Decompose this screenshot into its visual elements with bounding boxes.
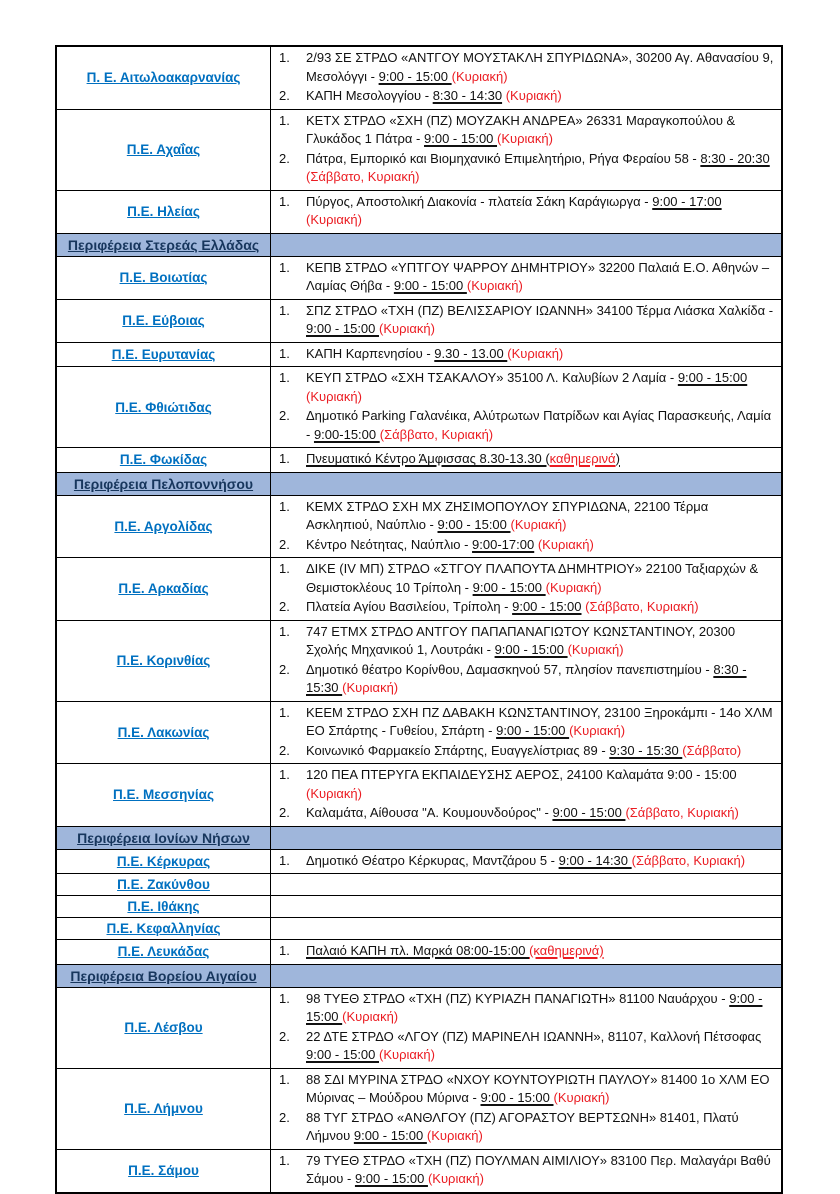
list-item xyxy=(279,49,775,86)
list-item xyxy=(279,942,775,961)
region-header-row xyxy=(57,964,781,987)
text-segment: (Κυριακή) xyxy=(379,321,435,336)
list-item xyxy=(279,560,775,597)
region-cell xyxy=(57,343,271,367)
region-cell xyxy=(57,1069,271,1149)
table-row xyxy=(57,190,781,233)
text-segment: 9:00 - 15:00 xyxy=(393,278,467,293)
locations-cell xyxy=(271,343,781,367)
region-header-label: Περιφέρεια Πελοποννήσου xyxy=(73,475,254,492)
item-text xyxy=(306,1152,775,1189)
locations-cell xyxy=(271,702,781,764)
region-header-row xyxy=(57,472,781,495)
list-item xyxy=(279,259,775,296)
item-text xyxy=(306,407,775,444)
region-header-label: Περιφέρεια Ιονίων Νήσων xyxy=(77,829,250,846)
list-item xyxy=(279,345,775,364)
item-number: 1. xyxy=(279,943,290,958)
table-row xyxy=(57,1149,781,1192)
text-segment: Καλαμάτα, Αίθουσα "Α. Κουμουνδούρος" - xyxy=(306,805,553,820)
list-item xyxy=(279,112,775,149)
item-text xyxy=(306,990,775,1027)
locations-cell xyxy=(271,234,781,256)
text-segment: 9:00 - 15:00 xyxy=(424,131,498,146)
locations-cell xyxy=(271,367,781,447)
text-segment: (Σάββατο, Κυριακή) xyxy=(585,599,699,614)
text-segment: (Κυριακή) xyxy=(569,723,626,738)
list-item xyxy=(279,1071,775,1108)
item-number: 2. xyxy=(279,1109,290,1125)
locations-cell xyxy=(271,918,781,939)
region-link[interactable]: Π.Ε. Κορινθίας xyxy=(116,653,211,668)
region-cell xyxy=(57,496,271,558)
table-row xyxy=(57,256,781,299)
item-number: 1. xyxy=(279,767,290,782)
text-segment: Κέντρο Νεότητας, Ναύπλιο - xyxy=(306,536,473,552)
region-link[interactable]: Π.Ε. Λευκάδας xyxy=(117,944,210,960)
text-segment: 9:00 - 15:00 xyxy=(306,1047,379,1062)
text-segment: 9:00 - 15:00 xyxy=(494,642,568,657)
region-cell xyxy=(57,47,271,109)
region-cell xyxy=(57,257,271,299)
text-segment: (Κυριακή) xyxy=(505,88,562,103)
item-number: 1. xyxy=(279,345,290,361)
region-cell xyxy=(57,702,271,764)
item-text xyxy=(306,742,775,761)
text-segment: ΔΙΚΕ (IV ΜΠ) ΣΤΡΔΟ «ΣΤΓΟΥ ΠΛΑΠΟΥΤΑ ΔΗΜΗΤΡΙΟΥ» 22100 Ταξιαρχών & Θεμιστοκλέους 10 Τρίπολη - xyxy=(306,561,759,595)
table-row xyxy=(57,620,781,701)
item-number: 1. xyxy=(279,112,290,128)
region-link[interactable]: Π.Ε. Σάμου xyxy=(128,1163,199,1178)
item-number: 1. xyxy=(279,852,290,868)
table-row xyxy=(57,366,781,447)
item-text xyxy=(306,49,775,86)
text-segment: 9:00 - 15:00 xyxy=(472,579,546,595)
text-segment: (Κυριακή) xyxy=(306,785,362,801)
item-text xyxy=(306,852,775,871)
item-text xyxy=(306,302,775,339)
region-link[interactable]: Π.Ε. Κέρκυρας xyxy=(116,853,211,869)
region-link[interactable]: Π. Ε. Αιτωλοακαρνανίας xyxy=(86,70,241,86)
text-segment: 9:00 - 15:00 xyxy=(354,1171,428,1186)
text-segment: Πλατεία Αγίου Βασιλείου, Τρίπολη - xyxy=(306,599,513,614)
region-header-row xyxy=(57,826,781,849)
item-text xyxy=(306,112,775,149)
text-segment: ΚΕΤΧ ΣΤΡΔΟ «ΣΧΗ (ΠΖ) ΜΟΥΖΑΚΗ ΑΝΔΡΕΑ» 26331 Μαραγκοπούλου & Γλυκάδος 1 Πάτρα - xyxy=(306,112,736,146)
region-link[interactable]: Π.Ε. Ευρυτανίας xyxy=(111,346,216,362)
region-link[interactable]: Π.Ε. Κεφαλληνίας xyxy=(106,921,221,936)
text-segment: 88 ΤΥΓ ΣΤΡΔΟ «ΑΝΘΛΓΟΥ (ΠΖ) ΑΓΟΡΑΣΤΟΥ ΒΕΡΤΣΩΝΗ» 81401, Πλατύ Λήμνου xyxy=(306,1109,739,1143)
text-segment: 9:00 - 15:00 xyxy=(306,990,763,1024)
region-cell xyxy=(57,940,271,964)
text-segment: (Σάββατο, Κυριακή) xyxy=(379,426,494,442)
text-segment: 9:00 - 15:00 xyxy=(353,1128,427,1143)
text-segment: (Κυριακή) xyxy=(545,579,602,595)
text-segment: (Κυριακή) xyxy=(507,345,564,361)
table-row xyxy=(57,701,781,764)
locations-cell xyxy=(271,47,781,109)
item-text xyxy=(306,560,775,597)
region-cell xyxy=(57,1150,271,1192)
text-segment: Δημοτικό θέατρο Κορίνθου, Δαμασκηνού 57, πλησίον πανεπιστημίου - xyxy=(306,661,714,677)
text-segment: (Κυριακή) xyxy=(342,1009,399,1024)
text-segment: 8:30 - 14:30 xyxy=(432,88,503,103)
text-segment: Κοινωνικό Φαρμακείο Σπάρτης, Ευαγγελίστριας 89 - xyxy=(306,742,610,758)
list-item xyxy=(279,450,775,469)
item-number: 2. xyxy=(279,1028,290,1044)
region-header-cell xyxy=(57,234,271,256)
text-segment: 79 ΤΥΕΘ ΣΤΡΔΟ «ΤΧΗ (ΠΖ) ΠΟΥΛΜΑΝ ΑΙΜΙΛΙΟΥ» 83100 Περ. Μαλαγάρι Βαθύ Σάμου - xyxy=(306,1152,771,1186)
locations-cell xyxy=(271,191,781,233)
table-row xyxy=(57,447,781,472)
locations-cell xyxy=(271,1069,781,1149)
region-link[interactable]: Π.Ε. Φωκίδας xyxy=(119,452,208,468)
item-number: 1. xyxy=(279,498,290,514)
table-row xyxy=(57,917,781,939)
text-segment: 9:00 - 15:00 xyxy=(378,68,452,84)
text-segment: 9:00 - 17:00 xyxy=(652,193,722,209)
list-item xyxy=(279,193,775,230)
list-item xyxy=(279,1109,775,1146)
text-segment: 9:00 - 15:00 xyxy=(437,517,511,532)
region-link[interactable]: Π.Ε. Ζακύνθου xyxy=(117,877,210,892)
table-row xyxy=(57,939,781,964)
item-number: 1. xyxy=(279,50,290,65)
text-segment: Δημοτικό Parking Γαλανέικα, Αλύτρωτων Πατρίδων και Αγίας Παρασκευής, Λαμία - xyxy=(306,408,772,442)
text-segment: 2/93 ΣΕ ΣΤΡΔΟ «ΑΝΤΓΟΥ ΜΟΥΣΤΑΚΛΗ ΣΠΥΡΙΔΩΝΑ», 30200 Αγ. Αθανασίου 9, Μεσολόγγι - xyxy=(306,50,774,84)
locations-cell xyxy=(271,940,781,964)
text-segment: (Κυριακή) xyxy=(426,1128,483,1143)
text-segment: ) xyxy=(615,451,620,466)
item-text xyxy=(306,1028,775,1065)
locations-cell xyxy=(271,257,781,299)
item-text xyxy=(306,345,775,364)
text-segment: 9:00 - 15:00 xyxy=(306,321,379,336)
item-text xyxy=(306,942,775,961)
locations-cell xyxy=(271,988,781,1068)
locations-cell xyxy=(271,1150,781,1192)
region-cell xyxy=(57,558,271,620)
region-header-cell xyxy=(57,827,271,849)
text-segment: 9:00 - 15:00 xyxy=(496,723,570,738)
region-cell xyxy=(57,874,271,895)
item-text xyxy=(306,369,775,406)
text-segment: (Κυριακή) xyxy=(497,131,553,146)
list-item xyxy=(279,623,775,660)
text-segment: Παλαιό ΚΑΠΗ πλ. Μαρκά 08:00-15:00 xyxy=(306,943,530,958)
text-segment: ΚΕΥΠ ΣΤΡΔΟ «ΣΧΗ ΤΣΑΚΑΛΟΥ» 35100 Λ. Καλυβίων 2 Λαμία - xyxy=(306,370,678,385)
region-header-row xyxy=(57,233,781,256)
text-segment: ΚΕΕΜ ΣΤΡΔΟ ΣΧΗ ΠΖ ΔΑΒΑΚΗ ΚΩΝΣΤΑΝΤΙΝΟΥ, 23100 Ξηροκάμπι - 14ο ΧΛΜ ΕΟ Σπάρτης - Γυθείου, Σπάρτη - xyxy=(306,704,773,738)
text-segment: (Κυριακή) xyxy=(466,278,523,293)
region-cell xyxy=(57,300,271,342)
text-segment: 9:00 - 15:00 xyxy=(512,599,582,614)
item-number: 1. xyxy=(279,623,290,639)
table-row xyxy=(57,342,781,367)
region-link[interactable]: Π.Ε. Αχαΐας xyxy=(126,142,201,157)
region-cell xyxy=(57,896,271,917)
locations-cell xyxy=(271,473,781,495)
list-item xyxy=(279,766,775,803)
region-link[interactable]: Π.Ε. Βοιωτίας xyxy=(119,270,208,285)
region-cell xyxy=(57,367,271,447)
region-cell xyxy=(57,191,271,233)
table-row xyxy=(57,109,781,190)
text-segment: 120 ΠΕΑ ΠΤΕΡΥΓΑ ΕΚΠΑΙΔΕΥΣΗΣ ΑΕΡΟΣ, 24100 Καλαμάτα 9:00 - 15:00 xyxy=(306,767,737,782)
region-header-label: Περιφέρεια Στερεάς Ελλάδας xyxy=(67,236,260,253)
region-link[interactable]: Π.Ε. Μεσσηνίας xyxy=(113,787,214,803)
text-segment: καθημερινά xyxy=(549,451,616,466)
region-link[interactable]: Π.Ε. Λακωνίας xyxy=(117,724,210,740)
text-segment: Πάτρα, Εμπορικό και Βιομηχανικό Επιμελητήριο, Ρήγα Φεραίου 58 - xyxy=(306,150,701,166)
item-number: 1. xyxy=(279,704,290,720)
item-text xyxy=(306,193,775,230)
text-segment: (Σάββατο, Κυριακή) xyxy=(306,169,420,184)
item-number: 1. xyxy=(279,259,290,275)
item-text xyxy=(306,87,775,106)
list-item xyxy=(279,704,775,741)
list-item xyxy=(279,407,775,444)
text-segment: (Κυριακή) xyxy=(567,642,624,657)
region-header-label: Περιφέρεια Βορείου Αιγαίου xyxy=(70,967,257,984)
item-text xyxy=(306,450,775,469)
text-segment: 9:30 - 15:30 xyxy=(609,742,683,758)
region-header-cell xyxy=(57,473,271,495)
locations-cell xyxy=(271,874,781,895)
locations-cell xyxy=(271,558,781,620)
region-link[interactable]: Π.Ε. Εύβοιας xyxy=(122,313,205,328)
text-segment: 8:30 - 15:30 xyxy=(306,661,747,695)
region-cell xyxy=(57,850,271,874)
item-number: 2. xyxy=(279,88,290,103)
text-segment: 22 ΔΤΕ ΣΤΡΔΟ «ΛΓΟΥ (ΠΖ) ΜΑΡΙΝΕΛΗ ΙΩΑΝΝΗ», 81107, Καλλονή Πέτσοφας xyxy=(306,1028,762,1044)
text-segment: 98 ΤΥΕΘ ΣΤΡΔΟ «ΤΧΗ (ΠΖ) ΚΥΡΙΑΖΗ ΠΑΝΑΓΙΩΤΗ» 81100 Ναυάρχου - xyxy=(306,990,730,1006)
locations-cell xyxy=(271,496,781,558)
item-text xyxy=(306,1071,775,1108)
locations-cell xyxy=(271,300,781,342)
locations-cell xyxy=(271,965,781,987)
item-number: 1. xyxy=(279,990,290,1006)
region-link[interactable]: Π.Ε. Αργολίδας xyxy=(114,518,213,534)
item-number: 1. xyxy=(279,451,290,466)
text-segment: Πνευματικό Κέντρο Άμφισσας 8.30-13.30 ( xyxy=(306,451,550,466)
locations-cell xyxy=(271,448,781,472)
text-segment: (Κυριακή) xyxy=(379,1047,435,1062)
table-row xyxy=(57,873,781,895)
item-number: 2. xyxy=(279,742,290,758)
locations-cell xyxy=(271,764,781,826)
locations-cell xyxy=(271,896,781,917)
item-text xyxy=(306,259,775,296)
region-cell xyxy=(57,764,271,826)
list-item xyxy=(279,990,775,1027)
list-item xyxy=(279,369,775,406)
region-cell xyxy=(57,621,271,701)
item-number: 2. xyxy=(279,599,290,614)
text-segment: ΚΕΜΧ ΣΤΡΔΟ ΣΧΗ ΜΧ ΖΗΣΙΜΟΠΟΥΛΟΥ ΣΠΥΡΙΔΩΝΑ, 22100 Τέρμα Ασκληπιού, Ναύπλιο - xyxy=(306,498,709,532)
text-segment: ΣΠΖ ΣΤΡΔΟ «ΤΧΗ (ΠΖ) ΒΕΛΙΣΣΑΡΙΟΥ ΙΩΑΝΝΗ» 34100 Τέρμα Λιάσκα Χαλκίδα - xyxy=(306,302,774,318)
text-segment: 8:30 - 20:30 xyxy=(700,150,770,166)
list-item xyxy=(279,87,775,106)
list-item xyxy=(279,1152,775,1189)
region-link[interactable]: Π.Ε. Ιθάκης xyxy=(127,899,200,914)
region-link[interactable]: Π.Ε. Ηλείας xyxy=(127,204,200,219)
text-segment: (Κυριακή) xyxy=(451,68,508,84)
list-item xyxy=(279,661,775,698)
list-item xyxy=(279,536,775,555)
region-link[interactable]: Π.Ε. Λήμνου xyxy=(124,1101,203,1116)
item-text xyxy=(306,498,775,535)
text-segment: (Κυριακή) xyxy=(306,212,362,227)
table-row xyxy=(57,763,781,826)
list-item xyxy=(279,498,775,535)
item-text xyxy=(306,150,775,187)
text-segment: 9:00 - 14:30 xyxy=(558,852,632,868)
text-segment: 747 ΕΤΜΧ ΣΤΡΔΟ ΑΝΤΓΟΥ ΠΑΠΑΠΑΝΑΓΙΩΤΟΥ ΚΩΝΣΤΑΝΤΙΝΟΥ, 20300 Σχολής Μηχανικού 1, Λουτράκι - xyxy=(306,623,736,657)
item-number: 1. xyxy=(279,561,290,576)
item-text xyxy=(306,766,775,803)
item-text xyxy=(306,536,775,555)
locations-cell xyxy=(271,827,781,849)
locations-cell xyxy=(271,850,781,874)
region-link[interactable]: Π.Ε. Φθιώτιδας xyxy=(115,399,212,415)
item-number: 2. xyxy=(279,150,290,166)
item-number: 1. xyxy=(279,1071,290,1087)
region-header-cell xyxy=(57,965,271,987)
text-segment: (Σάββατο) xyxy=(682,742,742,758)
text-segment: (Κυριακή) xyxy=(342,680,399,695)
table-row xyxy=(57,47,781,109)
list-item xyxy=(279,804,775,823)
list-item xyxy=(279,598,775,617)
region-link[interactable]: Π.Ε. Λέσβου xyxy=(124,1020,203,1035)
item-text xyxy=(306,1109,775,1146)
list-item xyxy=(279,742,775,761)
item-text xyxy=(306,598,775,617)
text-segment: ΚΑΠΗ Μεσολογγίου - xyxy=(306,88,433,103)
text-segment: (Κυριακή) xyxy=(553,1090,610,1105)
item-text xyxy=(306,704,775,741)
text-segment: (Κυριακή) xyxy=(537,536,594,552)
item-number: 2. xyxy=(279,408,290,423)
text-segment: (Σάββατο, Κυριακή) xyxy=(631,852,746,868)
table-row xyxy=(57,987,781,1068)
table-row xyxy=(57,849,781,874)
item-text xyxy=(306,623,775,660)
text-segment: 9:00 - 15:00 xyxy=(677,370,748,385)
table-row xyxy=(57,495,781,558)
region-cell xyxy=(57,988,271,1068)
item-number: 1. xyxy=(279,302,290,318)
text-segment: 9.30 - 13.00 xyxy=(434,345,508,361)
text-segment: 9:00-15:00 xyxy=(313,426,380,442)
text-segment: 88 ΣΔΙ ΜΥΡΙΝΑ ΣΤΡΔΟ «ΝΧΟΥ ΚΟΥΝΤΟΥΡΙΩΤΗ ΠΑΥΛΟΥ» 81400 1ο ΧΛΜ ΕΟ Μύρινας – Μούδρου Μύρινα - xyxy=(306,1071,770,1105)
list-item xyxy=(279,852,775,871)
table-row xyxy=(57,1068,781,1149)
text-segment: 9:00 - 15:00 xyxy=(552,805,626,820)
text-segment: (Σάββατο, Κυριακή) xyxy=(625,805,739,820)
text-segment: 9:00-17:00 xyxy=(472,536,535,552)
item-text xyxy=(306,661,775,698)
locations-cell xyxy=(271,621,781,701)
text-segment: 9:00 - 15:00 xyxy=(480,1090,554,1105)
table-row xyxy=(57,895,781,917)
item-text xyxy=(306,804,775,823)
item-number: 1. xyxy=(279,1152,290,1168)
text-segment: Πύργος, Αποστολική Διακονία - πλατεία Σάκη Καράγιωργα - xyxy=(306,193,653,209)
text-segment: ΚΑΠΗ Καρπενησίου - xyxy=(306,345,435,361)
text-segment: (Κυριακή) xyxy=(306,388,362,404)
list-item xyxy=(279,302,775,339)
locations-cell xyxy=(271,110,781,190)
table-row xyxy=(57,299,781,342)
text-segment: (καθημερινά) xyxy=(529,943,604,958)
table-row xyxy=(57,557,781,620)
text-segment: ΚΕΠΒ ΣΤΡΔΟ «ΥΠΤΓΟΥ ΨΑΡΡΟΥ ΔΗΜΗΤΡΙΟΥ» 32200 Παλαιά Ε.Ο. Αθηνών – Λαμίας Θήβα - xyxy=(306,259,770,293)
text-segment: Δημοτικό Θέατρο Κέρκυρας, Μαντζάρου 5 - xyxy=(306,852,559,868)
list-item xyxy=(279,150,775,187)
region-cell xyxy=(57,448,271,472)
regions-schedule-table xyxy=(55,45,783,1194)
item-number: 2. xyxy=(279,805,290,820)
item-number: 2. xyxy=(279,536,290,552)
region-cell xyxy=(57,918,271,939)
text-segment: (Κυριακή) xyxy=(427,1171,484,1186)
item-number: 1. xyxy=(279,193,290,209)
item-number: 2. xyxy=(279,661,290,677)
list-item xyxy=(279,1028,775,1065)
text-segment: (Κυριακή) xyxy=(510,517,567,532)
region-cell xyxy=(57,110,271,190)
region-link[interactable]: Π.Ε. Αρκαδίας xyxy=(118,581,209,597)
item-number: 1. xyxy=(279,370,290,385)
